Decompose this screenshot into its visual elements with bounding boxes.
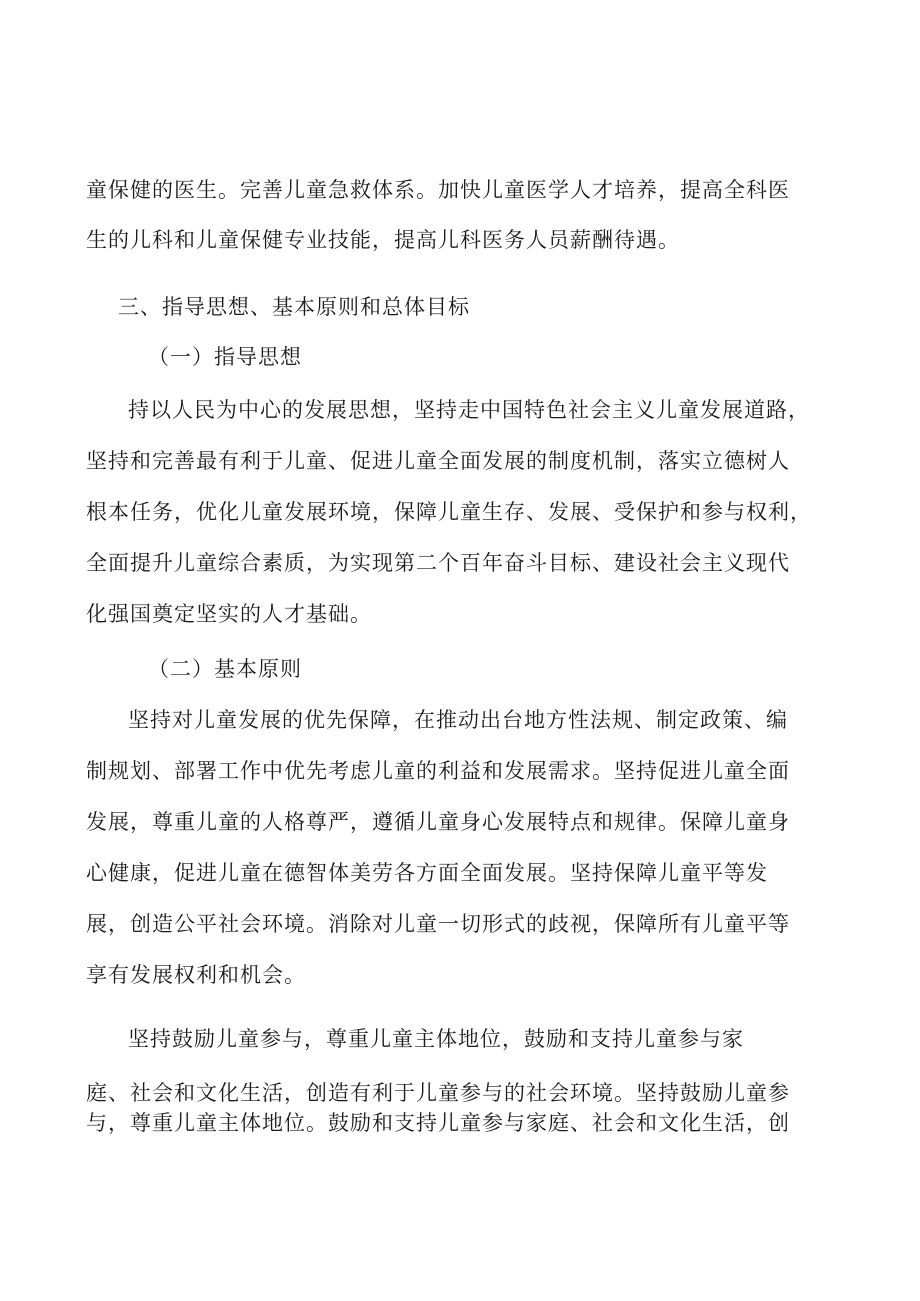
paragraph-line: 坚持鼓励儿童参与，尊重儿童主体地位，鼓励和支持儿童参与家	[128, 1027, 744, 1051]
paragraph-line: 展，创造公平社会环境。消除对儿童一切形式的歧视，保障所有儿童平等	[86, 912, 790, 936]
paragraph-line: 根本任务，优化儿童发展环境，保障儿童生存、发展、受保护和参与权利，	[86, 500, 812, 524]
paragraph-line: 童保健的医生。完善儿童急救体系。加快儿童医学人才培养，提高全科医	[86, 178, 790, 202]
paragraph-line: 庭、社会和文化生活，创造有利于儿童参与的社会环境。坚持鼓励儿童参	[86, 1081, 790, 1105]
paragraph-line: 制规划、部署工作中优先考虑儿童的利益和发展需求。坚持促进儿童全面	[86, 759, 790, 783]
paragraph-line: 享有发展权利和机会。	[86, 963, 306, 987]
paragraph-line: 与，尊重儿童主体地位。鼓励和支持儿童参与家庭、社会和文化生活，创	[86, 1111, 790, 1135]
paragraph-line: 坚持和完善最有利于儿童、促进儿童全面发展的制度机制，落实立德树人	[86, 449, 790, 473]
paragraph-line: 生的儿科和儿童保健专业技能，提高儿科医务人员薪酬待遇。	[86, 228, 680, 252]
paragraph-line: 坚持对儿童发展的优先保障，在推动出台地方性法规、制定政策、编	[128, 708, 788, 732]
section-heading: 三、指导思想、基本原则和总体目标	[118, 295, 470, 319]
subsection-heading: （二）基本原则	[148, 657, 302, 681]
paragraph-line: 化强国奠定坚实的人才基础。	[86, 602, 372, 626]
subsection-heading: （一）指导思想	[148, 345, 302, 369]
paragraph-line: 心健康，促进儿童在德智体美劳各方面全面发展。坚持保障儿童平等发	[86, 861, 768, 885]
paragraph-line: 发展，尊重儿童的人格尊严，遵循儿童身心发展特点和规律。保障儿童身	[86, 810, 790, 834]
paragraph-line: 持以人民为中心的发展思想，坚持走中国特色社会主义儿童发展道路，	[128, 398, 810, 422]
paragraph-line: 全面提升儿童综合素质，为实现第二个百年奋斗目标、建设社会主义现代	[86, 551, 790, 575]
